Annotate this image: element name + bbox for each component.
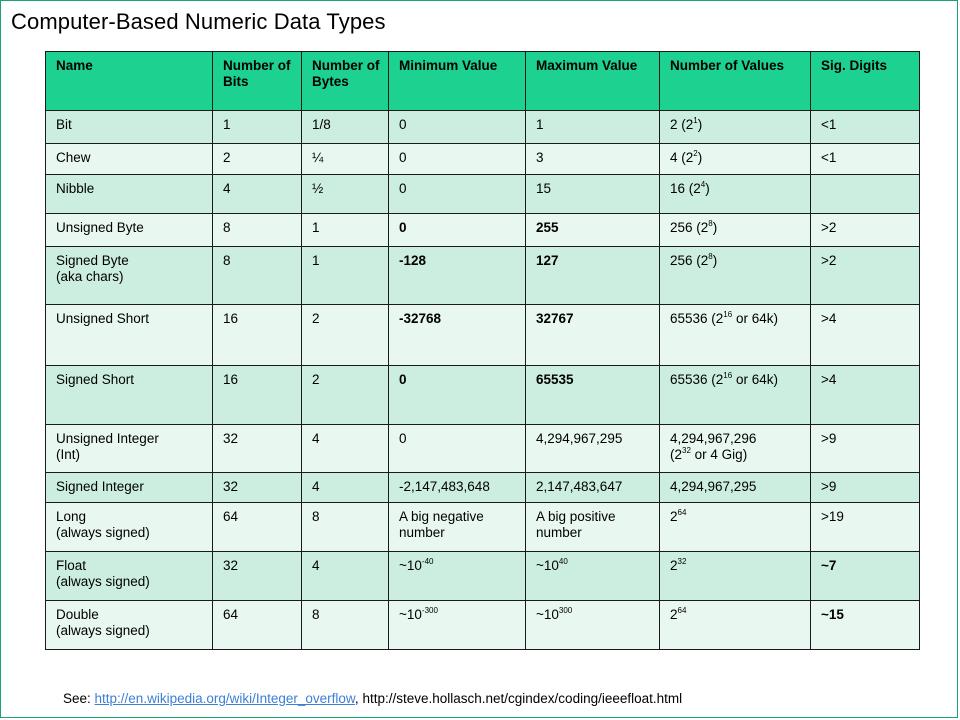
cell-sig-digits [811, 214, 920, 247]
cell-bits [213, 601, 302, 650]
cell-name [46, 366, 213, 425]
cell-sig-digits [811, 175, 920, 214]
name-line: Signed Byte [56, 253, 129, 268]
column-header: Minimum Value [389, 52, 526, 111]
name-line: Unsigned Short [56, 311, 150, 326]
cell-sig-digits [811, 425, 920, 473]
name-line: Signed Short [56, 372, 135, 387]
min-value: ~10 [399, 607, 422, 622]
values-text: 2 [670, 509, 678, 524]
values-text: 2 (2 [670, 117, 694, 132]
sig-digits-value: >2 [821, 253, 837, 268]
cell-bits [213, 214, 302, 247]
exponent: 32 [682, 445, 691, 455]
bits-value: 4 [223, 181, 231, 196]
min-value: -2,147,483,648 [399, 479, 490, 494]
min-value: 0 [399, 117, 407, 132]
min-value: 0 [399, 220, 407, 235]
column-header: Maximum Value [526, 52, 660, 111]
wikipedia-link[interactable]: http://en.wikipedia.org/wiki/Integer_overflow [94, 691, 355, 706]
name-line: Long [56, 509, 87, 524]
cell-max [526, 552, 660, 601]
sig-digits-value: >4 [821, 372, 837, 387]
bytes-value: 1/8 [312, 117, 331, 132]
exponent: 300 [558, 605, 573, 615]
cell-bytes [302, 305, 389, 366]
cell-sig-digits [811, 503, 920, 552]
numeric-types-table [45, 51, 920, 650]
values-text: 256 (2 [670, 220, 709, 235]
bits-value: 2 [223, 150, 231, 165]
cell-num-values [660, 175, 811, 214]
max-value: 3 [536, 150, 544, 165]
bytes-value: ½ [312, 181, 324, 196]
cell-bits [213, 144, 302, 175]
min-value: 0 [399, 181, 407, 196]
cell-max [526, 111, 660, 144]
cell-bits [213, 175, 302, 214]
table-row [46, 305, 920, 366]
values-text: ) [697, 117, 703, 132]
cell-bits [213, 111, 302, 144]
cell-bytes [302, 214, 389, 247]
cell-num-values [660, 425, 811, 473]
cell-max [526, 214, 660, 247]
max-value: 2,147,483,647 [536, 479, 623, 494]
exponent: 16 [723, 309, 733, 319]
cell-min [389, 305, 526, 366]
table-row [46, 473, 920, 503]
values-text: (2 [670, 447, 683, 462]
cell-sig-digits [811, 366, 920, 425]
cell-min [389, 214, 526, 247]
exponent: 16 [723, 370, 733, 380]
cell-bits [213, 503, 302, 552]
name-line: Signed Integer [56, 479, 144, 494]
cell-min [389, 247, 526, 305]
cell-bits [213, 247, 302, 305]
bytes-value: 4 [312, 479, 320, 494]
cell-bytes [302, 111, 389, 144]
name-line: Chew [56, 150, 91, 165]
cell-name [46, 473, 213, 503]
bits-value: 64 [223, 509, 239, 524]
table-row [46, 214, 920, 247]
exponent: 2 [693, 148, 698, 158]
bits-value: 32 [223, 479, 239, 494]
cell-min [389, 473, 526, 503]
cell-num-values [660, 144, 811, 175]
exponent: 1 [693, 115, 698, 125]
cell-max [526, 601, 660, 650]
max-value: 4,294,967,295 [536, 431, 623, 446]
cell-min [389, 425, 526, 473]
sig-digits-value: <1 [821, 117, 837, 132]
cell-num-values [660, 214, 811, 247]
values-text: 4,294,967,295 [670, 479, 757, 494]
values-text: 16 (2 [670, 181, 701, 196]
bits-value: 1 [223, 117, 231, 132]
exponent: 32 [677, 556, 687, 566]
sig-digits-value: >2 [821, 220, 837, 235]
cell-bytes [302, 425, 389, 473]
table-header-row [46, 52, 920, 111]
cell-num-values [660, 601, 811, 650]
cell-bytes [302, 366, 389, 425]
cell-bytes [302, 552, 389, 601]
cell-num-values [660, 305, 811, 366]
cell-name [46, 175, 213, 214]
values-text: or 4 Gig) [690, 447, 748, 462]
cell-bytes [302, 473, 389, 503]
name-line: Float [56, 558, 87, 573]
sig-digits-value: >9 [821, 431, 837, 446]
name-line: Bit [56, 117, 72, 132]
name-line: Nibble [56, 181, 95, 196]
bits-value: 32 [223, 431, 239, 446]
cell-max [526, 175, 660, 214]
cell-min [389, 111, 526, 144]
cell-sig-digits [811, 247, 920, 305]
min-value: ~10 [399, 558, 422, 573]
bits-value: 16 [223, 311, 239, 326]
values-text: 2 [670, 558, 678, 573]
max-value: 1 [536, 117, 544, 132]
exponent: 4 [700, 179, 706, 189]
column-header: Number of Bits [213, 52, 302, 111]
table-row [46, 503, 920, 552]
exponent: 40 [558, 556, 568, 566]
cell-max [526, 425, 660, 473]
cell-max [526, 503, 660, 552]
table-row [46, 247, 920, 305]
max-value: 32767 [536, 311, 574, 326]
bytes-value: 4 [312, 558, 320, 573]
cell-max [526, 473, 660, 503]
name-line: Unsigned Byte [56, 220, 144, 235]
bytes-value: 8 [312, 607, 320, 622]
sig-digits-value: >9 [821, 479, 837, 494]
min-value: 0 [399, 150, 407, 165]
cell-min [389, 175, 526, 214]
max-value: 65535 [536, 372, 574, 387]
exponent: -300 [421, 605, 438, 615]
values-text: or 64k) [732, 311, 778, 326]
table-row [46, 144, 920, 175]
cell-bytes [302, 503, 389, 552]
column-header: Sig. Digits [811, 52, 920, 111]
name-line: Double [56, 607, 99, 622]
sig-digits-value: >19 [821, 509, 844, 524]
footer-references [63, 691, 682, 706]
values-text: ) [712, 220, 718, 235]
table-row [46, 425, 920, 473]
cell-min [389, 503, 526, 552]
bytes-value: 2 [312, 372, 320, 387]
exponent: 64 [677, 507, 687, 517]
bits-value: 32 [223, 558, 239, 573]
sig-digits-value: <1 [821, 150, 837, 165]
cell-bytes [302, 144, 389, 175]
bytes-value: 1 [312, 253, 320, 268]
cell-num-values [660, 552, 811, 601]
name-line: (always signed) [56, 574, 150, 589]
sig-digits-value: >4 [821, 311, 837, 326]
sig-digits-value: ~15 [821, 607, 844, 622]
cell-min [389, 552, 526, 601]
table-row [46, 175, 920, 214]
page-title: Computer-Based Numeric Data Types [11, 9, 386, 34]
values-text: 65536 (2 [670, 372, 724, 387]
cell-sig-digits [811, 144, 920, 175]
values-text: ) [705, 181, 710, 196]
cell-max [526, 366, 660, 425]
values-text: or 64k) [732, 372, 778, 387]
bits-value: 8 [223, 253, 231, 268]
max-value: ~10 [536, 558, 559, 573]
table-row [46, 111, 920, 144]
bytes-value: 8 [312, 509, 320, 524]
footer-separator: , [354, 691, 363, 706]
cell-sig-digits [811, 601, 920, 650]
exponent: 8 [708, 218, 713, 228]
footer-prefix: See: [63, 691, 95, 706]
cell-min [389, 366, 526, 425]
bits-value: 64 [223, 607, 239, 622]
hollasch-reference: http://steve.hollasch.net/cgindex/coding/ieeefloat.html [362, 691, 683, 706]
max-value: 255 [536, 220, 559, 235]
values-text: 4,294,967,296 [670, 431, 757, 446]
table-row [46, 366, 920, 425]
cell-name [46, 305, 213, 366]
values-text: ) [712, 253, 718, 268]
min-value: 0 [399, 372, 407, 387]
table-row [46, 552, 920, 601]
values-text: 2 [670, 607, 678, 622]
exponent: 64 [677, 605, 687, 615]
values-text: ) [697, 150, 703, 165]
cell-name [46, 425, 213, 473]
min-value: -128 [399, 253, 427, 268]
column-header: Number of Values [660, 52, 811, 111]
cell-sig-digits [811, 305, 920, 366]
exponent: -40 [421, 556, 434, 566]
bits-value: 8 [223, 220, 231, 235]
name-line: (always signed) [56, 623, 150, 638]
max-value: 15 [536, 181, 552, 196]
cell-sig-digits [811, 552, 920, 601]
cell-name [46, 503, 213, 552]
name-line: (Int) [56, 447, 81, 462]
cell-bytes [302, 601, 389, 650]
cell-min [389, 144, 526, 175]
min-value: -32768 [399, 311, 442, 326]
cell-bytes [302, 247, 389, 305]
cell-name [46, 552, 213, 601]
values-text: 4 (2 [670, 150, 694, 165]
max-value: ~10 [536, 607, 559, 622]
cell-min [389, 601, 526, 650]
cell-name [46, 601, 213, 650]
cell-max [526, 144, 660, 175]
cell-name [46, 111, 213, 144]
name-line: (aka chars) [56, 269, 124, 284]
column-header: Number of Bytes [302, 52, 389, 111]
bytes-value: 2 [312, 311, 320, 326]
cell-max [526, 305, 660, 366]
sig-digits-value: ~7 [821, 558, 837, 573]
column-header: Name [46, 52, 213, 111]
bytes-value: 4 [312, 431, 320, 446]
max-value: A big positive number [536, 509, 616, 540]
cell-sig-digits [811, 473, 920, 503]
exponent: 8 [708, 251, 713, 261]
cell-bits [213, 473, 302, 503]
values-text: 65536 (2 [670, 311, 724, 326]
cell-bits [213, 366, 302, 425]
cell-bits [213, 305, 302, 366]
name-line: (always signed) [56, 525, 150, 540]
cell-name [46, 214, 213, 247]
min-value: 0 [399, 431, 407, 446]
cell-bytes [302, 175, 389, 214]
table-row [46, 601, 920, 650]
cell-num-values [660, 111, 811, 144]
max-value: 127 [536, 253, 559, 268]
values-text: 256 (2 [670, 253, 709, 268]
cell-bits [213, 425, 302, 473]
bytes-value: ¼ [312, 150, 324, 165]
cell-max [526, 247, 660, 305]
cell-num-values [660, 247, 811, 305]
bytes-value: 1 [312, 220, 320, 235]
cell-num-values [660, 503, 811, 552]
cell-num-values [660, 366, 811, 425]
cell-name [46, 144, 213, 175]
name-line: Unsigned Integer [56, 431, 159, 446]
cell-bits [213, 552, 302, 601]
cell-num-values [660, 473, 811, 503]
cell-sig-digits [811, 111, 920, 144]
cell-name [46, 247, 213, 305]
min-value: A big negative number [399, 509, 484, 540]
bits-value: 16 [223, 372, 239, 387]
